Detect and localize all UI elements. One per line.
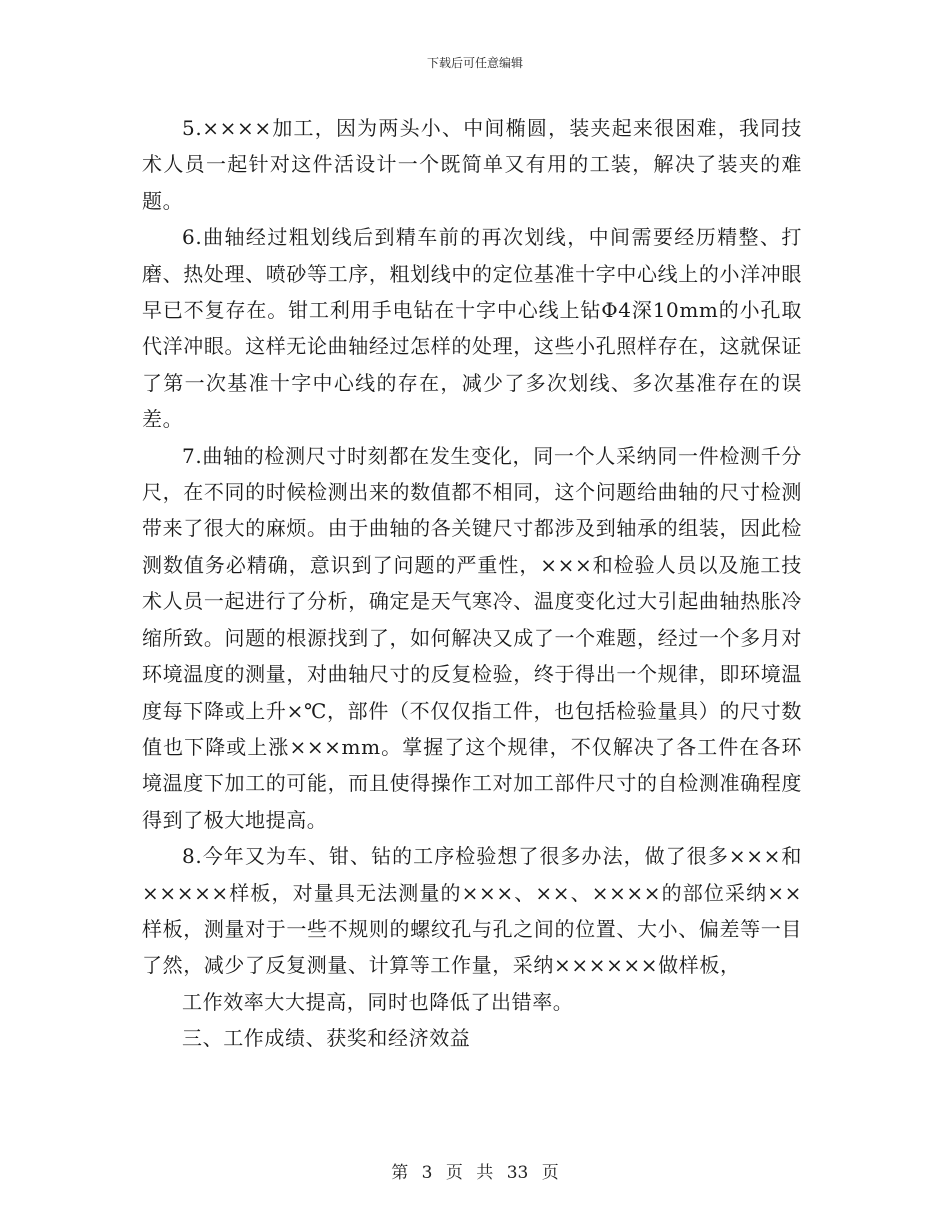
paragraph-efficiency: 工作效率大大提高，同时也降低了出错率。 bbox=[182, 989, 574, 1014]
page-header: 下载后可任意编辑 bbox=[426, 56, 523, 70]
footer-total-pages: 33 bbox=[506, 1163, 529, 1183]
footer-total-word: 共 bbox=[476, 1163, 494, 1183]
body-text bbox=[142, 110, 802, 1057]
paragraph-item-6: 6.曲轴经过粗划线后到精车前的再次划线，中间需要经历精整、打磨、热处理、喷砂等工序，粗划线中的定位基准十字中心线上的小洋冲眼早已不复存在。钳工利用手电钻在十字中心线上钻Φ4深10mm的小孔取代洋冲眼。这样无论曲轴经过怎样的处理，这些小孔照样存在，这就保证了第一次基准十字中心线的存在，减少了多次划线、多次基准存在的误差。 bbox=[142, 225, 802, 432]
footer-suffix: 页 bbox=[541, 1163, 559, 1183]
page-footer bbox=[0, 1158, 950, 1183]
section-heading: 三、工作成绩、获奖和经济效益 bbox=[182, 1026, 471, 1051]
footer-prefix: 第 bbox=[391, 1163, 409, 1183]
paragraph-item-7: 7.曲轴的检测尺寸时刻都在发生变化，同一个人采纳同一件检测千分尺，在不同的时候检测出来的数值都不相同，这个问题给曲轴的尺寸检测带来了很大的麻烦。由于曲轴的各关键尺寸都涉及到轴承的组装，因此检测数值务必精确，意识到了问题的严重性，×××和检验人员以及施工技术人员一起进行了分析，确定是天气寒冷、温度变化过大引起曲轴热胀冷缩所致。问题的根源找到了，如何解决又成了一个难题，经过一个多月对环境温度的测量，对曲轴尺寸的反复检验，终于得出一个规律，即环境温度每下降或上升×℃，部件（不仅仅指工件，也包括检验量具）的尺寸数值也下降或上涨×××mm。掌握了这个规律，不仅解决了各工件在各环境温度下加工的可能，而且使得操作工对加工部件尺寸的自检测准确程度得到了极大地提高。 bbox=[142, 443, 802, 832]
footer-page-word: 页 bbox=[445, 1163, 463, 1183]
paragraph-item-8: 8.今年又为车、钳、钻的工序检验想了很多办法，做了很多×××和×××××样板，对量具无法测量的×××、××、××××的部位采纳××样板，测量对于一些不规则的螺纹孔与孔之间的位置、大小、偏差等一目了然，减少了反复测量、计算等工作量，采纳××××××做样板， bbox=[142, 844, 802, 978]
footer-page-number: 3 bbox=[421, 1163, 433, 1183]
paragraph-item-5: 5.××××加工，因为两头小、中间椭圆，装夹起来很困难，我同技术人员一起针对这件活设计一个既简单又有用的工装，解决了装夹的难题。 bbox=[142, 116, 802, 213]
